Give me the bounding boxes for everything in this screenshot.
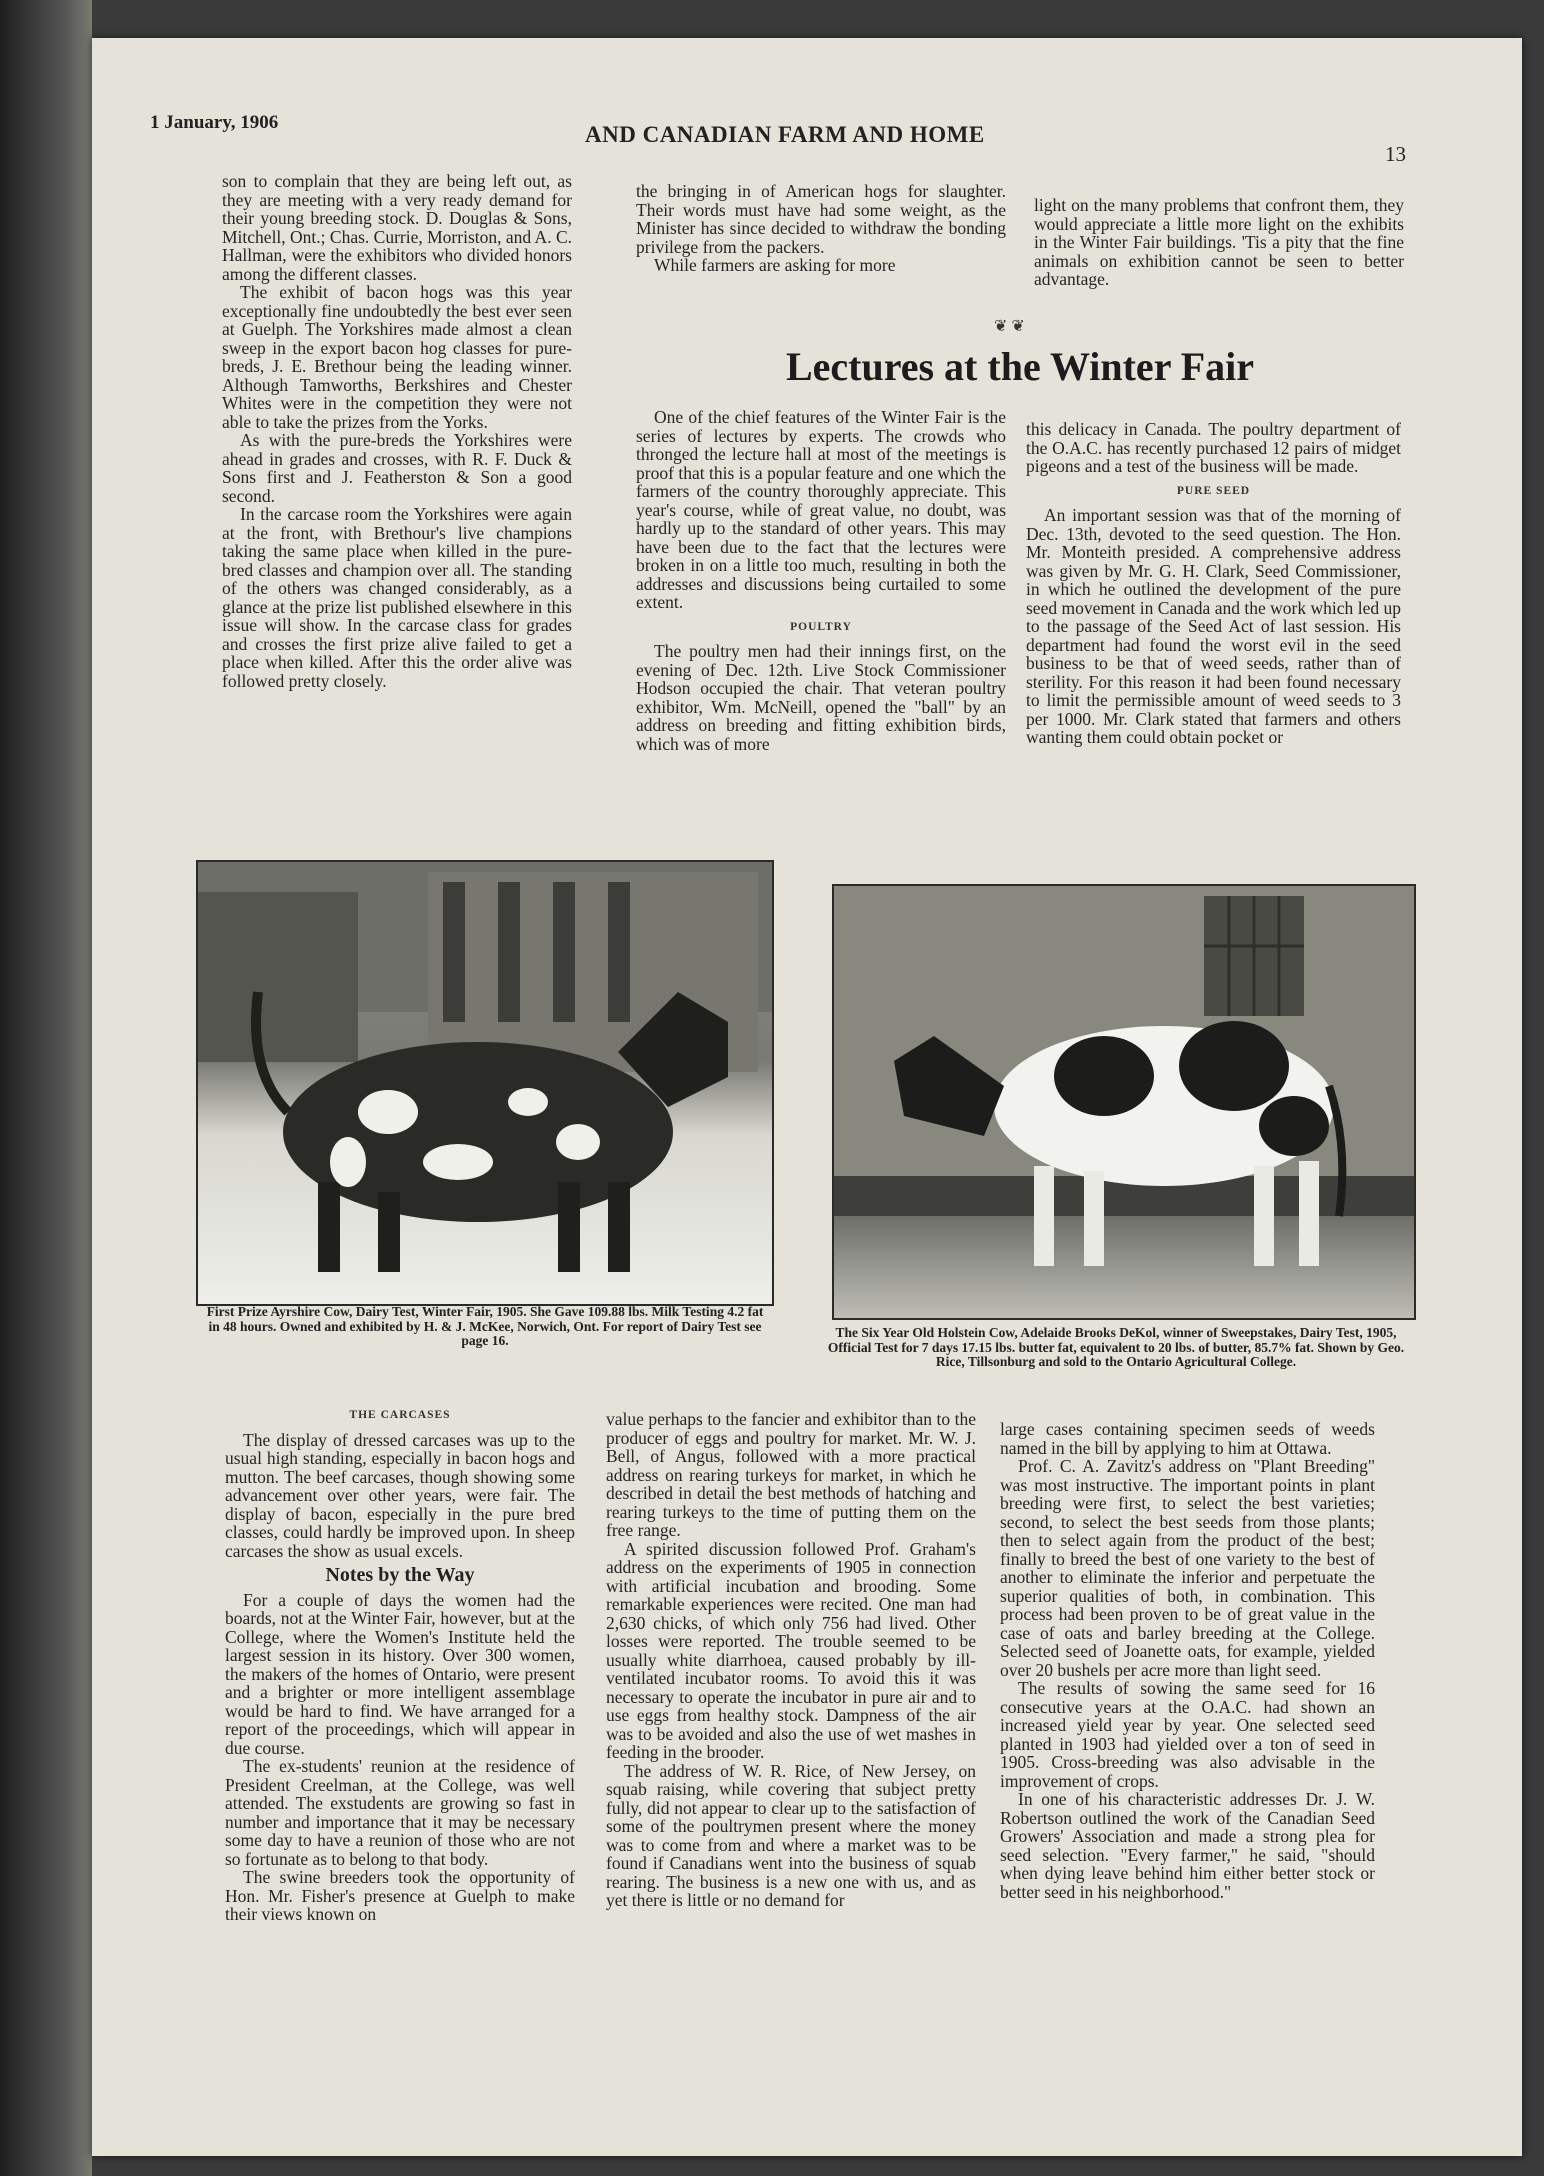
paragraph: While farmers are asking for more [654,255,896,275]
paragraph: One of the chief features of the Winter Fair is the series of lectures by experts. The crowds who thronged the lecture hall at most of the meetings is proof that this is a popular feature and one which the farmers of the country thoroughly appreciate. This year's course, while of great value, no doubt, was hardly up to the standard of other years. This may have been due to the fact that the lectures were broken in on a little too much, resulting in both the addresses and discussions being curtailed to some extent. [636,407,1006,612]
paragraph: In one of his characteristic addresses Dr. J. W. Robertson outlined the work of the Canadian Seed Growers' Association and made a strong plea for seed selection. "Every farmer," he said, "should when dying leave behind him either better stock or better seed in his neighborhood." [1000,1789,1375,1902]
column-1-top [222,172,572,690]
pure-seed-subheading: PURE SEED [1176,484,1251,497]
paragraph: A spirited discussion followed Prof. Graham's address on the experiments of 1905 in connection with artificial incubation and brooding. Some remarkable experiences were recited. One man had 2,630 chicks, of which only 756 had lived. Other losses were reported. The trouble seemed to be usually white diarrhoea, caused probably by ill-ventilated incubator rooms. To avoid this it was necessary to operate the incubator in pure air and to use eggs from healthy stock. Dampness of the air was to be avoided and also the use of wet mashes in feeding in the brooder. [606,1538,976,1762]
paragraph: The ex-students' reunion at the residence of President Creelman, at the College, was well attended. The exstudents are growing so fast in number and importance that it may be necessary some day to have a reunion of those who are not so fortunate as to belong to that body. [225,1756,575,1869]
paragraph: light on the many problems that confront them, they would appreciate a little more light on the exhibits in the Winter Fair buildings. 'Tis a pity that the fine animals on exhibition cannot be seen to better advantage. [1034,195,1404,289]
column-2-top [636,182,1006,275]
column-1-bottom [225,1400,575,1924]
column-3-bottom [1000,1420,1375,1901]
paragraph: son to complain that they are being left out, as they are meeting with a very ready demand for their young breeding stock. D. Douglas & Sons, Mitchell, Ont.; Chas. Currie, Morriston, and A. C. Hallman, were the exhibitors who divided honors among the different classes. [222,171,572,284]
column-2-bottom [606,1410,976,1910]
paragraph: this delicacy in Canada. The poultry department of the O.A.C. has recently purchased 12 pairs of midget pigeons and a test of the business will be made. [1026,419,1401,476]
carcases-subheading: THE CARCASES [349,1409,451,1421]
paragraph: An important session was that of the morning of Dec. 13th, devoted to the seed question. The Hon. Mr. Monteith presided. A comprehensive address was given by Mr. G. H. Clark, Seed Commissioner, in which he outlined the development of the pure seed movement in Canada and the work which led up to the passage of the Seed Act of last session. His department had found the worst evil in the seed business to be that of weed seeds, rather than of sterility. For this reason it had been found necessary to limit the permissible amount of weed seeds to 3 per 1000. Mr. Clark stated that farmers and others wanting them could obtain pocket or [1026,505,1401,747]
holstein-cow-photo [832,884,1416,1320]
paragraph: large cases containing specimen seeds of weeds named in the bill by applying to him at Ottawa. [1000,1419,1375,1458]
issue-date: 1 January, 1906 [150,112,279,133]
running-title: AND CANADIAN FARM AND HOME [585,122,985,147]
notes-by-the-way-heading: Notes by the Way [325,1564,475,1586]
column-3-top [1034,196,1404,289]
paragraph: The poultry men had their innings first, on the evening of Dec. 12th. Live Stock Commissioner Hodson occupied the chair. That veteran poultry exhibitor, Wm. McNeill, opened the "ball" by an address on breeding and fitting exhibition birds, which was of more [636,641,1006,754]
column-3-middle [1026,420,1401,747]
paragraph: The results of sowing the same seed for 16 consecutive years at the O.A.C. had shown an increased yield year by year. One selected seed planted in 1903 had yielded over a ton of seed in 1905. Cross-breeding was also advisable in the improvement of crops. [1000,1678,1375,1791]
paragraph: As with the pure-breds the Yorkshires were ahead in grades and crosses, with R. F. Duck & Sons first and J. Featherston & Son a good second. [222,430,572,506]
column-2-middle [636,408,1006,753]
paragraph: Prof. C. A. Zavitz's address on "Plant Breeding" was most instructive. The important points in plant breeding were first, to select the best varieties; second, to select the best seeds from those plants; then to select again from the product of the best; finally to breed the best of one variety to the best of another to eliminate the inferior and perpetuate the superior qualities of both, in combination. This process had been proven to be of great value in the case of oats and barley breeding at the College. Selected seed of Joanette oats, for example, yielded over 20 bushels per acre more than light seed. [1000,1456,1375,1680]
paragraph: The exhibit of bacon hogs was this year exceptionally fine undoubtedly the best ever seen at Guelph. The Yorkshires made almost a clean sweep in the export bacon hog classes for pure-breds, J. E. Brethour being the leading winner. Although Tamworths, Berkshires and Chester Whites were in the competition they were not able to take the prizes from the Yorks. [222,282,572,432]
paragraph: In the carcase room the Yorkshires were again at the front, with Brethour's live champions taking the same place when killed in the pure-bred classes and champion over all. The standing of the others was changed considerably, as a glance at the prize list published elsewhere in this issue will show. In the carcase class for grades and crosses the first prize alive failed to get a place when killed. After this the order alive was followed pretty closely. [222,504,572,691]
page-number: 13 [1385,142,1406,166]
paragraph: For a couple of days the women had the boards, not at the Winter Fair, however, but at the College, where the Women's Institute held the largest session in its history. Over 300 women, the makers of the homes of Ontario, were present and a brighter or more intelligent assemblage would be hard to find. We have arranged for a report of the proceedings, which will appear in due course. [225,1589,575,1758]
ayrshire-cow-photo [196,860,774,1306]
paragraph: value perhaps to the fancier and exhibitor than to the producer of eggs and poultry for market. Mr. W. J. Bell, of Angus, followed with a more practical address on rearing turkeys for market, in which he described in detail the best methods of hatching and rearing turkeys to the time of putting them on the free range. [606,1409,976,1540]
binding-gutter [0,0,92,2176]
paragraph: The swine breeders took the opportunity of Hon. Mr. Fisher's presence at Guelph to make their views known on [225,1867,575,1924]
poultry-subheading: POULTRY [790,620,852,633]
holstein-photo-caption: The Six Year Old Holstein Cow, Adelaide Brooks DeKol, winner of Sweepstakes, Dairy Test, 1905, Official Test for 7 days 17.15 lbs. butter fat, equivalent to 20 lbs. of butter, 85.7% fat. Shown by Geo. Rice, Tillsonburg and sold to the Ontario Agricultural College. [827,1325,1405,1369]
article-heading: Lectures at the Winter Fair [785,344,1255,389]
ayrshire-photo-caption: First Prize Ayrshire Cow, Dairy Test, Winter Fair, 1905. She Gave 109.88 lbs. Milk Testing 4.2 fat in 48 hours. Owned and exhibited by H. & J. McKee, Norwich, Ont. For report of Dairy Test see page 16. [206,1304,764,1348]
paragraph: The address of W. R. Rice, of New Jersey, on squab raising, while covering that subject pretty fully, did not appear to clear up to the satisfaction of some of the poultrymen present where the money was to come from and where a market was to be found if Canadians went into the business of squab rearing. The business is a new one with us, and as yet there is little or no demand for [606,1760,976,1910]
section-ornament: ❦ ❦ [994,318,1025,335]
paragraph: The display of dressed carcases was up to the usual high standing, especially in bacon hogs and mutton. The beef carcases, though showing some advancement over other years, were fair. The display of bacon, especially in the pure bred classes, could hardly be improved upon. In sheep carcases the show as usual excels. [225,1429,575,1561]
paragraph: the bringing in of American hogs for slaughter. Their words must have had some weight, as the Minister has since decided to withdraw the bonding privilege from the packers. [636,181,1006,257]
